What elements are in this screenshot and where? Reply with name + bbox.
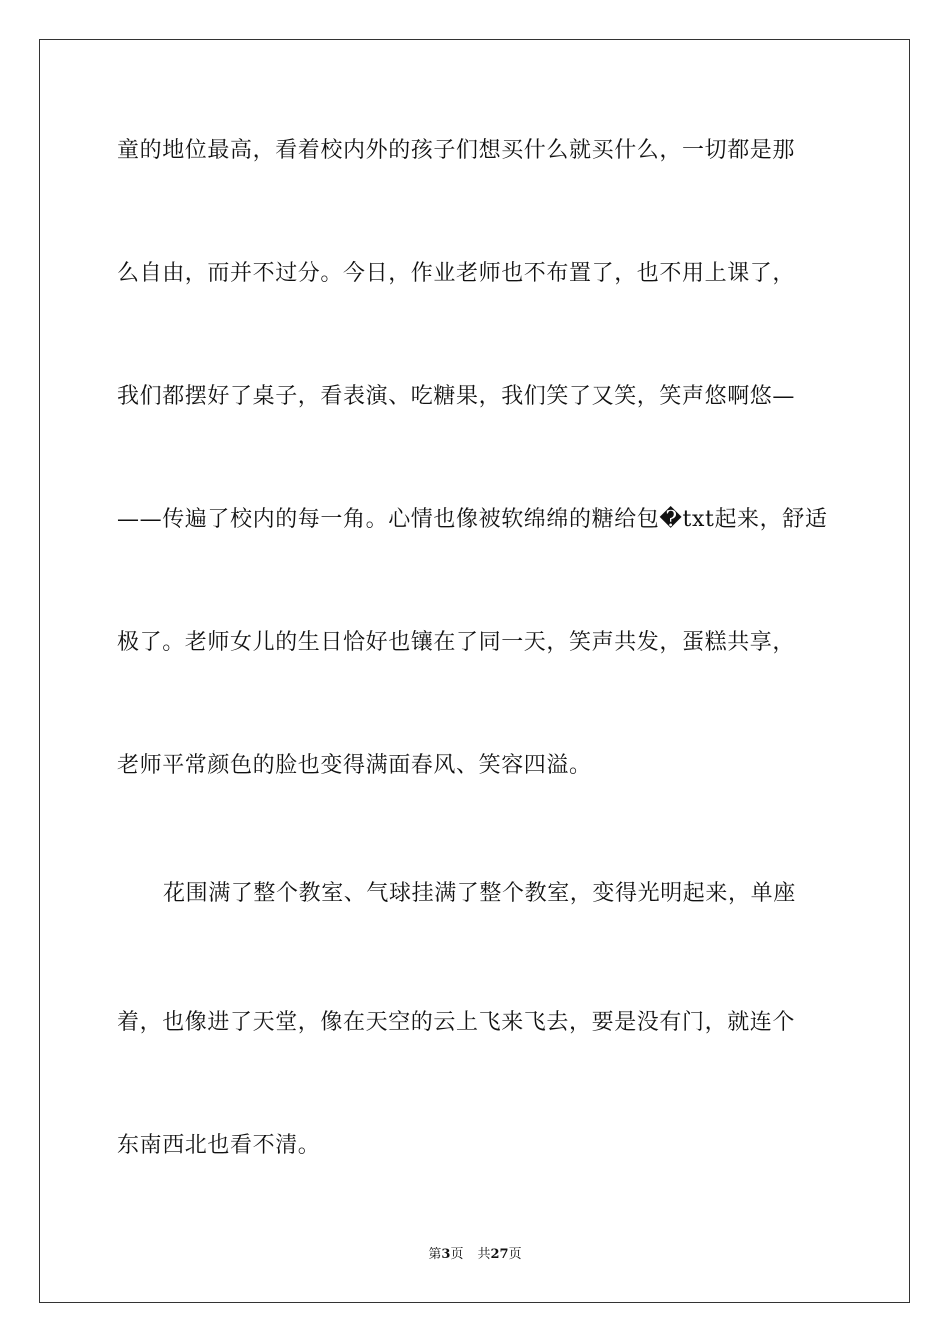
paragraph-line: 我们都摆好了桌子，看表演、吃糖果，我们笑了又笑，笑声悠啊悠— bbox=[117, 384, 796, 409]
paragraph-line: ——传遍了校内的每一角。心情也像被软绵绵的糖给包�txt起来，舒适 bbox=[117, 507, 828, 532]
total-prefix: 共 bbox=[477, 1247, 491, 1262]
paragraph-line: 老师平常颜色的脸也变得满面春风、笑容四溢。 bbox=[117, 753, 592, 778]
total-pages: 27 bbox=[490, 1247, 509, 1262]
paragraph-line: 着，也像进了天堂，像在天空的云上飞来飞去，要是没有门，就连个 bbox=[117, 1010, 796, 1035]
page-footer bbox=[0, 1246, 950, 1264]
paragraph-line: 极了。老师女儿的生日恰好也镶在了同一天，笑声共发，蛋糕共享， bbox=[117, 630, 796, 655]
total-suffix: 页 bbox=[508, 1247, 522, 1262]
page-prefix: 第 bbox=[428, 1247, 442, 1262]
paragraph-line: 童的地位最高，看着校内外的孩子们想买什么就买什么，一切都是那 bbox=[117, 138, 796, 163]
paragraph-line: 花围满了整个教室、气球挂满了整个教室，变得光明起来，单座 bbox=[163, 881, 796, 906]
page-number: 3 bbox=[441, 1247, 451, 1262]
paragraph-line: 么自由，而并不过分。今日，作业老师也不布置了，也不用上课了， bbox=[117, 261, 796, 286]
page-border bbox=[39, 39, 910, 1303]
page-suffix: 页 bbox=[450, 1247, 464, 1262]
paragraph-line: 东南西北也看不清。 bbox=[117, 1133, 321, 1158]
